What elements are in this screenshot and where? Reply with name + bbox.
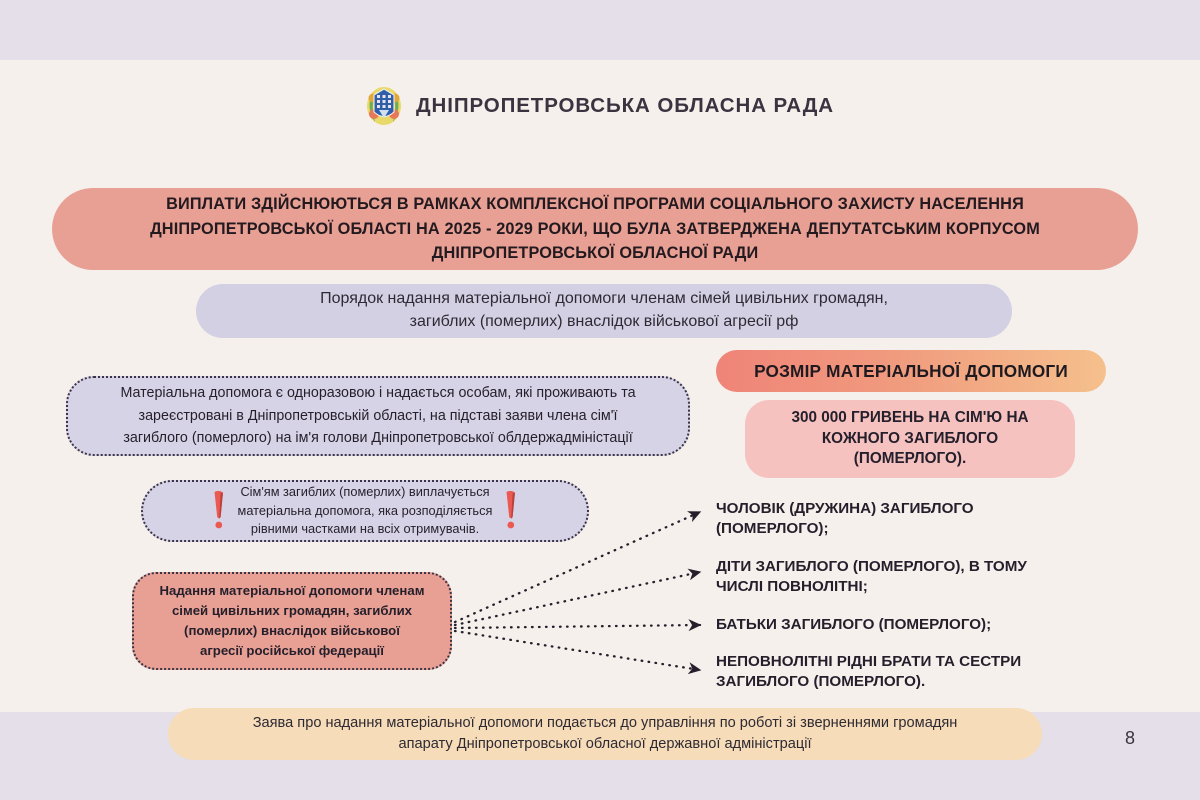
page-title: ДНІПРОПЕТРОВСЬКА ОБЛАСНА РАДА — [416, 94, 834, 117]
amount-header-banner — [716, 350, 1106, 392]
arrow-to-parents — [455, 625, 700, 628]
recipient-item-siblings — [716, 652, 1116, 692]
note-line: рівними частками на всіх отримувачів. — [250, 521, 480, 537]
distribution-note-box — [141, 480, 589, 542]
recipient-line: ЧИСЛІ ПОВНОЛІТНІ; — [716, 578, 868, 596]
arrow-to-siblings — [455, 631, 700, 670]
info-line: зареєстровані в Дніпропетровській області, на підставі заяви члена сім'ї — [138, 407, 618, 424]
subtitle-box — [196, 284, 1012, 338]
recipient-item-spouse — [716, 499, 1116, 539]
program-banner — [52, 188, 1138, 270]
source-line: агресії російської федерації — [199, 642, 385, 658]
arrow-to-children — [455, 572, 700, 625]
amount-line: (ПОМЕРЛОГО). — [853, 450, 967, 468]
banner-line: ДНІПРОПЕТРОВСЬКОЇ ОБЛАСТІ НА 2025 - 2029 РОКИ, ЩО БУЛА ЗАТВЕРДЖЕНА ДЕПУТАТСЬКИМ КОРПУСОМ — [150, 219, 1040, 238]
banner-line: ДНІПРОПЕТРОВСЬКОЇ ОБЛАСНОЇ РАДИ — [431, 244, 759, 263]
recipient-item-children — [716, 557, 1116, 597]
slide-header — [0, 86, 1200, 126]
info-line: Матеріальна допомога є одноразовою і надається особам, які проживають та — [120, 385, 636, 402]
note-line: матеріальна допомога, яка розподіляється — [237, 502, 493, 518]
source-line: сімей цивільних громадян, загиблих — [171, 603, 413, 619]
slide-canvas — [0, 60, 1200, 752]
page-number: 8 — [1125, 728, 1136, 748]
amount-line: КОЖНОГО ЗАГИБЛОГО — [821, 429, 999, 447]
exclamation-mark-icon — [208, 489, 230, 533]
recipient-line: НЕПОВНОЛІТНІ РІДНІ БРАТИ ТА СЕСТРИ — [716, 653, 1022, 670]
amount-value-box — [745, 400, 1075, 478]
footer-line: апарату Дніпропетровської обласної державної адміністрації — [398, 736, 812, 752]
note-text-block — [238, 483, 493, 539]
recipient-line: ДІТИ ЗАГИБЛОГО (ПОМЕРЛОГО), В ТОМУ — [716, 558, 1027, 575]
amount-header-label: РОЗМІР МАТЕРІАЛЬНОЇ ДОПОМОГИ — [754, 360, 1068, 381]
banner-line: ВИПЛАТИ ЗДІЙСНЮЮТЬСЯ В РАМКАХ КОМПЛЕКСНОЇ ПРОГРАМИ СОЦІАЛЬНОГО ЗАХИСТУ НАСЕЛЕННЯ — [166, 194, 1024, 213]
dnipropetrovsk-coat-of-arms-icon — [366, 86, 402, 126]
subtitle-line: Порядок надання матеріальної допомоги членам сімей цивільних громадян, — [320, 290, 888, 308]
recipient-line: БАТЬКИ ЗАГИБЛОГО (ПОМЕРЛОГО); — [716, 616, 992, 633]
eligibility-info-box — [66, 376, 690, 456]
assistance-source-box — [132, 572, 452, 670]
note-line: Сім'ям загиблих (померлих) виплачується — [240, 483, 490, 499]
footer-line: Заява про надання матеріальної допомоги подається до управління по роботі зі зверненнями громадян — [252, 715, 958, 732]
recipient-line: (ПОМЕРЛОГО); — [716, 520, 829, 538]
subtitle-line: загиблих (померлих) внаслідок військової агресії рф — [409, 313, 799, 330]
recipient-item-parents — [716, 615, 1116, 635]
application-footer-box — [168, 708, 1042, 760]
exclamation-mark-icon — [500, 489, 522, 533]
recipient-line: ЗАГИБЛОГО (ПОМЕРЛОГО). — [716, 673, 926, 691]
source-line: Надання матеріальної допомоги членам — [159, 583, 425, 599]
info-line: загиблого (померлого) на ім'я голови Дніпропетровської облдержадміністації — [123, 430, 633, 447]
recipient-line: ЧОЛОВІК (ДРУЖИНА) ЗАГИБЛОГО — [716, 500, 974, 517]
amount-line: 300 000 ГРИВЕНЬ НА СІМ'Ю НА — [791, 409, 1029, 427]
source-line: (померлих) внаслідок військової — [184, 623, 400, 638]
